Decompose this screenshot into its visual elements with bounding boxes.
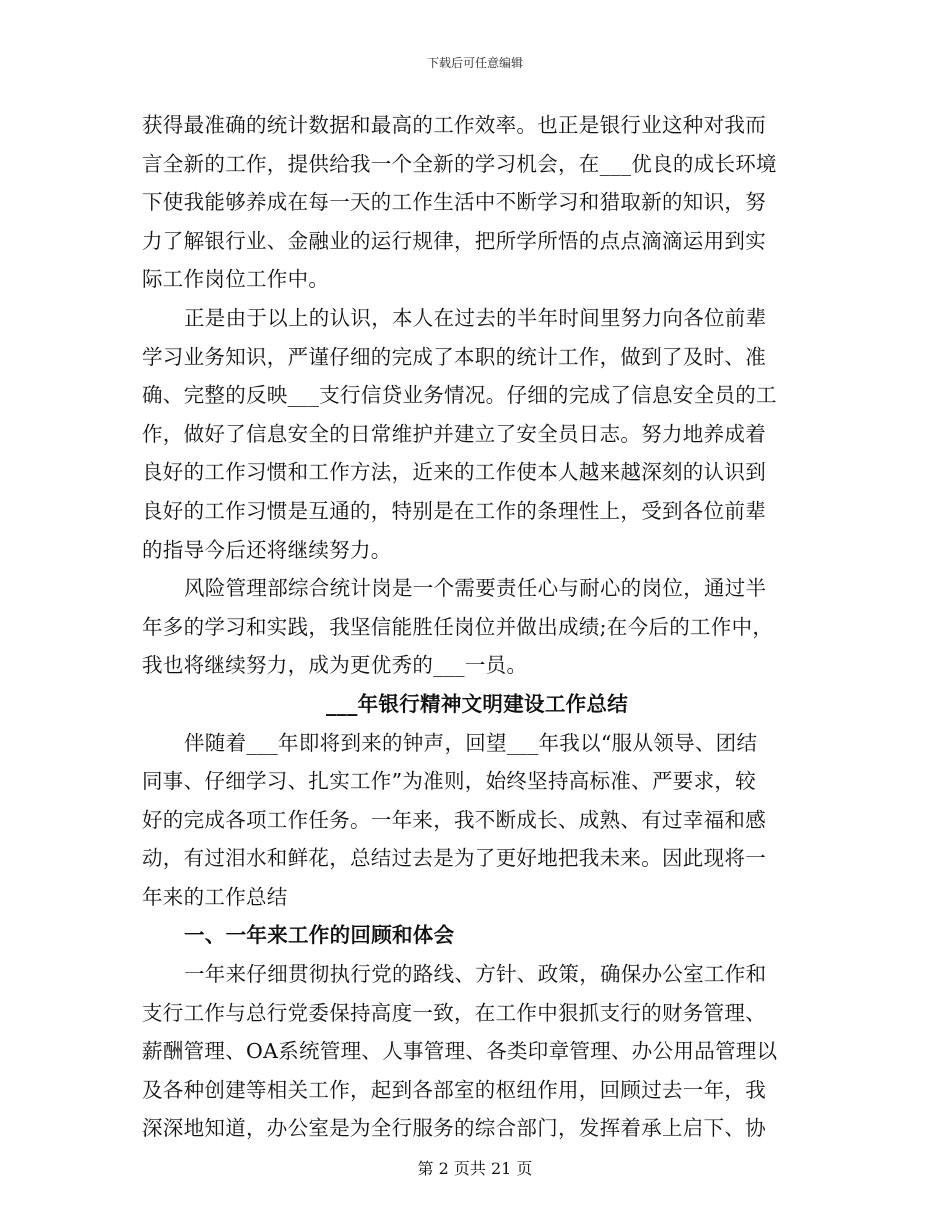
body-line: 同事、仔细学习、扎实工作”为准则，始终坚持高标准、严要求，较 bbox=[142, 769, 756, 794]
paragraph-start: 正是由于以上的认识，本人在过去的半年时间里努力向各位前辈 bbox=[184, 305, 767, 330]
body-line: 良好的工作习惯是互通的，特别是在工作的条理性上，受到各位前辈 bbox=[142, 498, 766, 523]
body-line: 学习业务知识，严谨仔细的完成了本职的统计工作，做到了及时、准 bbox=[142, 344, 766, 369]
body-line: 作，做好了信息安全的日常维护并建立了安全员日志。努力地养成着 bbox=[142, 421, 766, 446]
body-line: 我也将继续努力，成为更优秀的___一员。 bbox=[142, 653, 528, 678]
body-line: 良好的工作习惯和工作方法，近来的工作使本人越来越深刻的认识到 bbox=[142, 460, 766, 485]
body-line: 支行工作与总行党委保持高度一致，在工作中狠抓支行的财务管理、 bbox=[142, 1000, 766, 1025]
subsection-heading: 一、一年来工作的回顾和体会 bbox=[184, 923, 455, 948]
body-line: 深深地知道，办公室是为全行服务的综合部门，发挥着承上启下、协 bbox=[142, 1116, 766, 1141]
body-line: 年来的工作总结 bbox=[142, 884, 288, 909]
body-line: 际工作岗位工作中。 bbox=[142, 267, 330, 292]
document-body bbox=[142, 106, 812, 1148]
body-line: 下使我能够养成在每一天的工作生活中不断学习和猎取新的知识，努 bbox=[142, 190, 766, 215]
body-line: 获得最准确的统计数据和最高的工作效率。也正是银行业这种对我而 bbox=[142, 113, 766, 137]
paragraph-start: 伴随着___年即将到来的钟声，回望___年我以“服从领导、团结 bbox=[184, 730, 758, 755]
body-line: 及各种创建等相关工作，起到各部室的枢纽作用，回顾过去一年，我 bbox=[142, 1077, 766, 1102]
page-header: 下载后可任意编辑 bbox=[426, 56, 523, 70]
body-line: 好的完成各项工作任务。一年来，我不断成长、成熟、有过幸福和感 bbox=[142, 807, 766, 832]
paragraph-start: 风险管理部综合统计岗是一个需要责任心与耐心的岗位，通过半 bbox=[184, 576, 767, 601]
paragraph-start: 一年来仔细贯彻执行党的路线、方针、政策，确保办公室工作和 bbox=[184, 962, 767, 987]
body-line: 确、完整的反映___支行信贷业务情况。仔细的完成了信息安全员的工 bbox=[142, 383, 777, 408]
body-line: 力了解银行业、金融业的运行规律，把所学所悟的点点滴滴运用到实 bbox=[142, 228, 766, 253]
body-line: 年多的学习和实践，我坚信能胜任岗位并做出成绩;在今后的工作中， bbox=[142, 614, 774, 639]
body-line: 言全新的工作，提供给我一个全新的学习机会，在___优良的成长环境 bbox=[142, 151, 777, 176]
section-title: ___年银行精神文明建设工作总结 bbox=[325, 691, 629, 716]
body-line: 的指导今后还将继续努力。 bbox=[142, 537, 392, 562]
body-line: 动，有过泪水和鲜花，总结过去是为了更好地把我未来。因此现将一 bbox=[142, 846, 766, 871]
page-footer: 第 2 页共 21 页 bbox=[417, 1159, 533, 1178]
body-line: 薪酬管理、OA系统管理、人事管理、各类印章管理、办公用品管理以 bbox=[142, 1039, 778, 1064]
